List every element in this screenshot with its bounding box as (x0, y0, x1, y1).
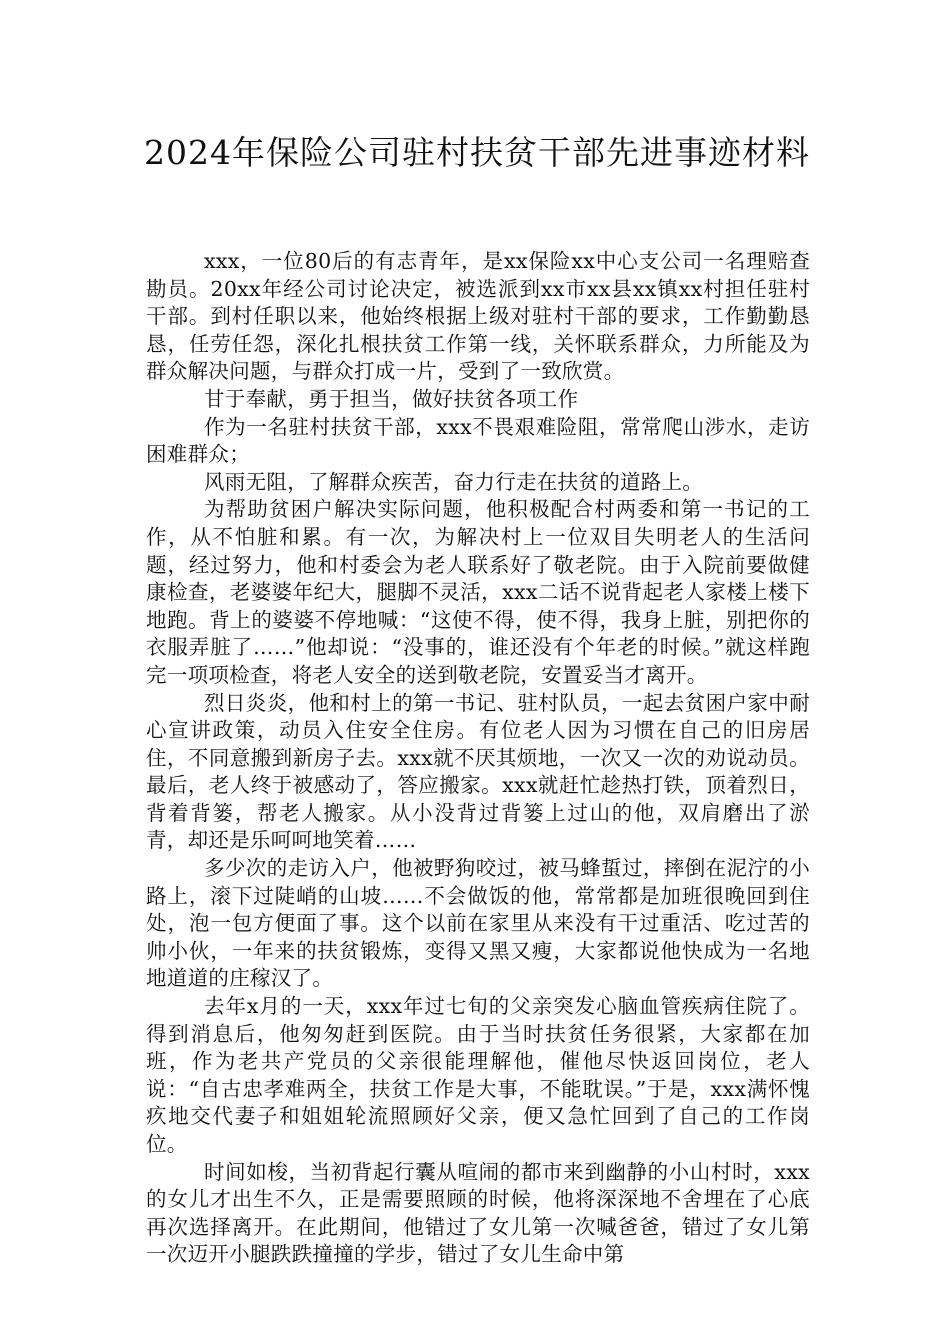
paragraph: 烈日炎炎，他和村上的第一书记、驻村队员，一起去贫困户家中耐心宣讲政策，动员入住安全住房。有位老人因为习惯在自己的旧房居住，不同意搬到新房子去。xxx就不厌其烦地，一次又一次的劝说动员。最后，老人终于被感动了，答应搬家。xxx就赶忙趁热打铁，顶着烈日，背着背篓，帮老人搬家。从小没背过背篓上过山的他，双肩磨出了淤青，却还是乐呵呵地笑着…… (146, 690, 810, 853)
paragraph-section-heading: 甘于奉献，勇于担当，做好扶贫各项工作 (204, 386, 579, 411)
document-body (146, 248, 810, 1269)
paragraph: 多少次的走访入户，他被野狗咬过，被马蜂蜇过，摔倒在泥泞的小路上，滚下过陡峭的山坡……不会做饭的他，常常都是加班很晚回到住处，泡一包方便面了事。这个以前在家里从来没有干过重活、吃过苦的帅小伙，一年来的扶贫锻炼，变得又黑又瘦，大家都说他快成为一名地地道道的庄稼汉了。 (146, 856, 810, 991)
paragraph: 时间如梭，当初背起行囊从喧闹的都市来到幽静的小山村时，xxx的女儿才出生不久，正是需要照顾的时候，他将深深地不舍埋在了心底再次选择离开。在此期间，他错过了女儿第一次喊爸爸，错过了女儿第一次迈开小腿跌跌撞撞的学步，错过了女儿生命中第 (146, 1159, 810, 1267)
paragraph-intro: xxx，一位80后的有志青年，是xx保险xx中心支公司一名理赔查勘员。20xx年经公司讨论决定，被选派到xx市xx县xx镇xx村担任驻村干部。到村任职以来，他始终根据上级对驻村干部的要求，工作勤勤恳恳，任劳任怨，深化扎根扶贫工作第一线，关怀联系群众，力所能及为群众解决问题，与群众打成一片，受到了一致欣赏。 (146, 249, 810, 384)
paragraph: 作为一名驻村扶贫干部，xxx不畏艰难险阻，常常爬山涉水，走访困难群众； (146, 414, 810, 467)
paragraph: 风雨无阻，了解群众疾苦，奋力行走在扶贫的道路上。 (204, 469, 704, 494)
page-title: 2024年保险公司驻村扶贫干部先进事迹材料 (144, 133, 810, 172)
paragraph: 为帮助贫困户解决实际问题，他积极配合村两委和第一书记的工作，从不怕脏和累。有一次，为解决村上一位双目失明老人的生活问题，经过努力，他和村委会为老人联系好了敬老院。由于入院前要做健康检查，老婆婆年纪大，腿脚不灵活，xxx二话不说背起老人家楼上楼下地跑。背上的婆婆不停地喊：“这使不得，使不得，我身上脏，别把你的衣服弄脏了……”他却说：“没事的，谁还没有个年老的时候。”就这样跑完一项项检查，将老人安全的送到敬老院，安置妥当才离开。 (146, 497, 810, 687)
paragraph: 去年x月的一天，xxx年过七旬的父亲突发心脑血管疾病住院了。得到消息后，他匆匆赶到医院。由于当时扶贫任务很紧，大家都在加班，作为老共产党员的父亲很能理解他，催他尽快返回岗位，老人说：“自古忠孝难两全，扶贫工作是大事，不能耽误。”于是，xxx满怀愧疚地交代妻子和姐姐轮流照顾好父亲，便又急忙回到了自己的工作岗位。 (146, 994, 810, 1156)
